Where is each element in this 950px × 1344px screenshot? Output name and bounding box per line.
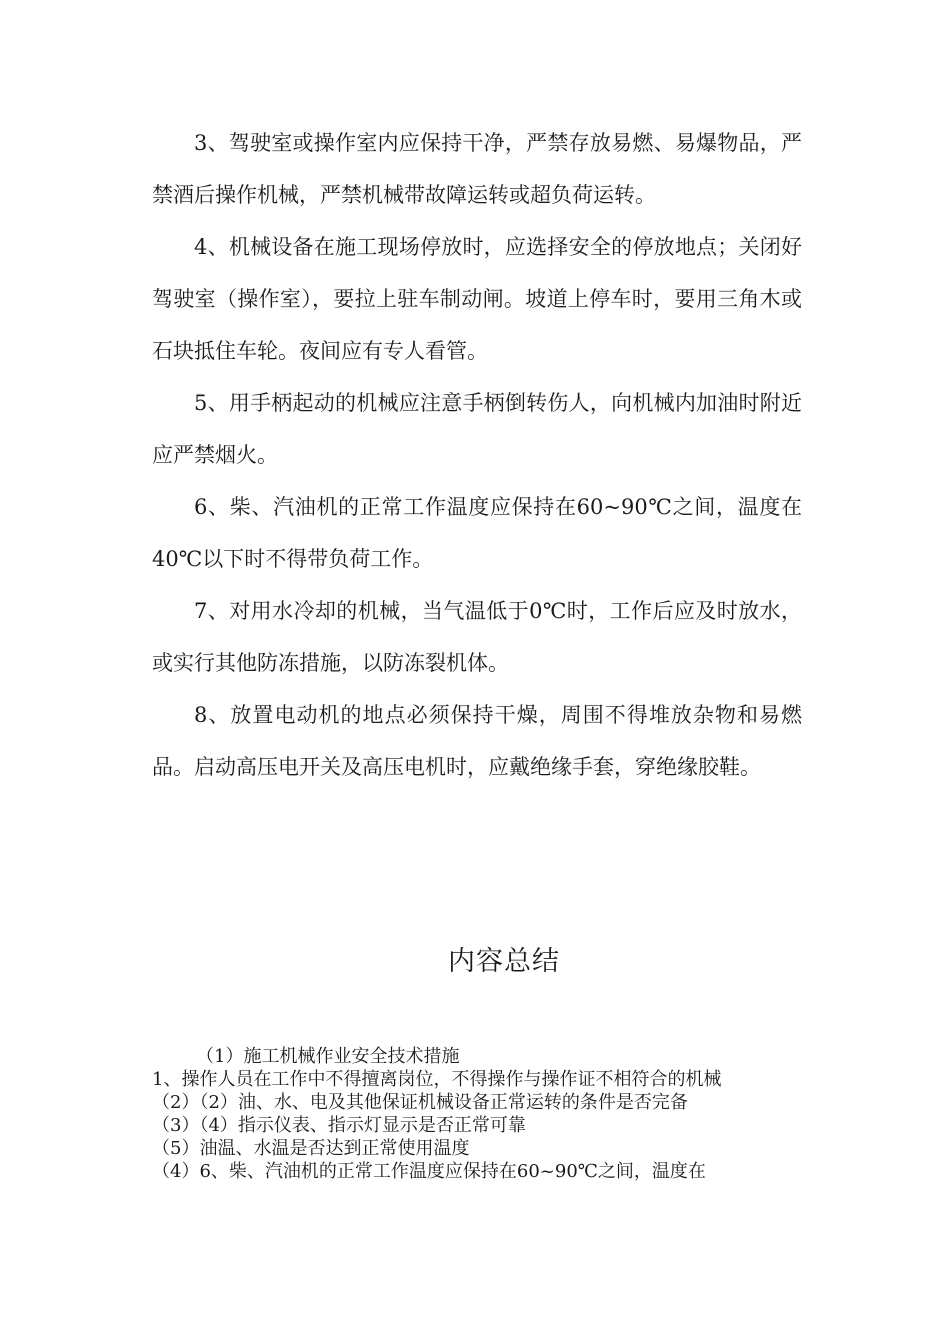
paragraph-5: 5、用手柄起动的机械应注意手柄倒转伤人，向机械内加油时附近应严禁烟火。 [152, 391, 802, 467]
paragraph-3: 3、驾驶室或操作室内应保持干净，严禁存放易燃、易爆物品，严禁酒后操作机械，严禁机械带故障运转或超负荷运转。 [152, 131, 802, 207]
body-text [152, 117, 802, 793]
summary-item: （2）（2）油、水、电及其他保证机械设备正常运转的条件是否完备 [152, 1092, 688, 1113]
summary-list [152, 1045, 792, 1183]
summary-item: （3）（4）指示仪表、指示灯显示是否正常可靠 [152, 1115, 526, 1136]
summary-item: （5）油温、水温是否达到正常使用温度 [152, 1138, 470, 1159]
summary-item: （1）施工机械作业安全技术措施 [196, 1046, 460, 1067]
summary-title: 内容总结 [448, 946, 560, 977]
paragraph-8: 8、放置电动机的地点必须保持干燥，周围不得堆放杂物和易燃品。启动高压电开关及高压电机时，应戴绝缘手套，穿绝缘胶鞋。 [152, 703, 802, 779]
paragraph-4: 4、机械设备在施工现场停放时，应选择安全的停放地点；关闭好驾驶室（操作室），要拉上驻车制动闸。坡道上停车时，要用三角木或石块抵住车轮。夜间应有专人看管。 [152, 235, 802, 363]
paragraph-7: 7、对用水冷却的机械，当气温低于0℃时，工作后应及时放水，或实行其他防冻措施，以防冻裂机体。 [152, 599, 802, 675]
summary-item: 1、操作人员在工作中不得擅离岗位，不得操作与操作证不相符合的机械 [152, 1069, 722, 1090]
paragraph-6: 6、柴、汽油机的正常工作温度应保持在60~90℃之间，温度在40℃以下时不得带负荷工作。 [152, 495, 802, 571]
summary-item: （4）6、柴、汽油机的正常工作温度应保持在60~90℃之间，温度在 [152, 1161, 706, 1182]
